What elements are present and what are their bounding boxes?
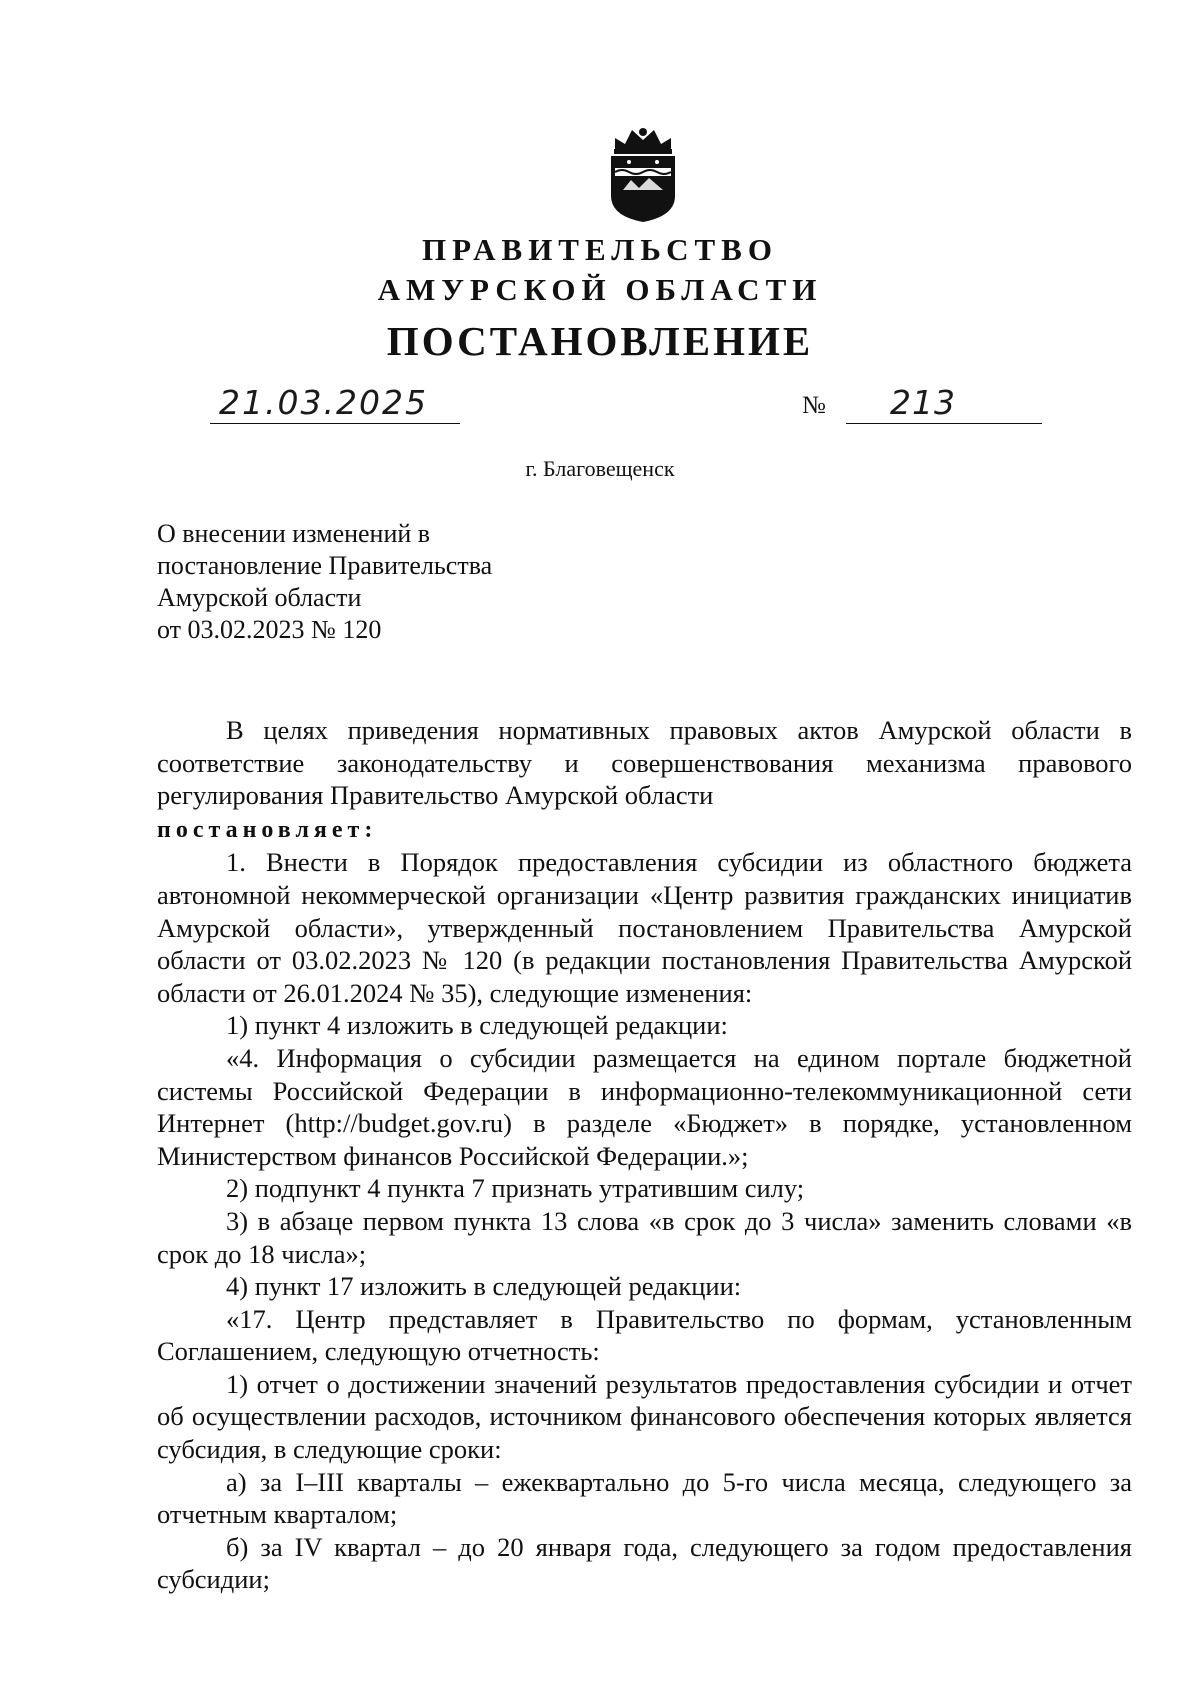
handwritten-date: 21.03.2025 [219, 383, 428, 422]
body-paragraph: 4) пункт 17 изложить в следующей редакции: [226, 1271, 742, 1302]
body-paragraph: 1. Внести в Порядок предоставления субсидии из областного бюджета автономной некоммерческой организации «Центр развития гражданских инициатив Амурской области», утвержденный постановлением Правительства Амурской области от 03.02.2023 № 120 (в редакции постановления Правительства Амурской области от 26.01.2024 № 35), следующие изменения: [157, 847, 1132, 1008]
date-underline [210, 423, 460, 424]
subject-line: постановление Правительства [157, 551, 493, 580]
body-paragraph: 3) в абзаце первом пункта 13 слова «в срок до 3 числа» заменить словами «в срок до 18 числа»; [157, 1205, 1132, 1269]
coat-of-arms-icon [601, 124, 685, 224]
body-paragraph: «4. Информация о субсидии размещается на едином портале бюджетной системы Российской Федерации в информационно-телекоммуникационной сети Интернет (http://budget.gov.ru) в разделе «Бюджет» в порядке, установленном Министерством финансов Российской Федерации.»; [157, 1042, 1132, 1171]
preamble-paragraph: В целях приведения нормативных правовых актов Амурской области в соответствие законодательству и совершенствования механизма правового регулирования Правительство Амурской области [157, 715, 1132, 811]
government-name-line-2: АМУРСКОЙ ОБЛАСТИ [377, 272, 823, 307]
number-sign: № [802, 392, 826, 419]
body-paragraph: 1) пункт 4 изложить в следующей редакции: [226, 1010, 728, 1041]
document-subject [157, 518, 677, 646]
handwritten-number: 213 [890, 383, 956, 422]
city-name: г. Благовещенск [525, 456, 675, 481]
subject-line: от 03.02.2023 № 120 [157, 615, 382, 644]
body-paragraph: 1) отчет о достижении значений результатов предоставления субсидии и отчет об осуществлении расходов, источником финансового обеспечения которых является субсидия, в следующие сроки: [157, 1368, 1132, 1465]
decree-word-line [157, 812, 1132, 847]
decree-word: постановляет: [157, 816, 378, 843]
government-name-line-1: ПРАВИТЕЛЬСТВО [422, 232, 778, 267]
body-paragraph: б) за IV квартал – до 20 января года, следующего за годом предоставления субсидии; [157, 1531, 1132, 1595]
body-paragraph: «17. Центр представляет в Правительство по формам, установленным Соглашением, следующую отчетность: [157, 1303, 1132, 1367]
document-body [157, 714, 1132, 1596]
body-paragraph: 2) подпункт 4 пункта 7 признать утратившим силу; [226, 1173, 805, 1204]
body-paragraph: а) за I–III кварталы – ежеквартально до 5-го числа месяца, следующего за отчетным кварталом; [157, 1466, 1132, 1530]
number-underline [846, 423, 1042, 424]
document-type-title: ПОСТАНОВЛЕНИЕ [386, 318, 814, 364]
subject-line: О внесении изменений в [157, 519, 431, 548]
subject-line: Амурской области [157, 583, 362, 612]
